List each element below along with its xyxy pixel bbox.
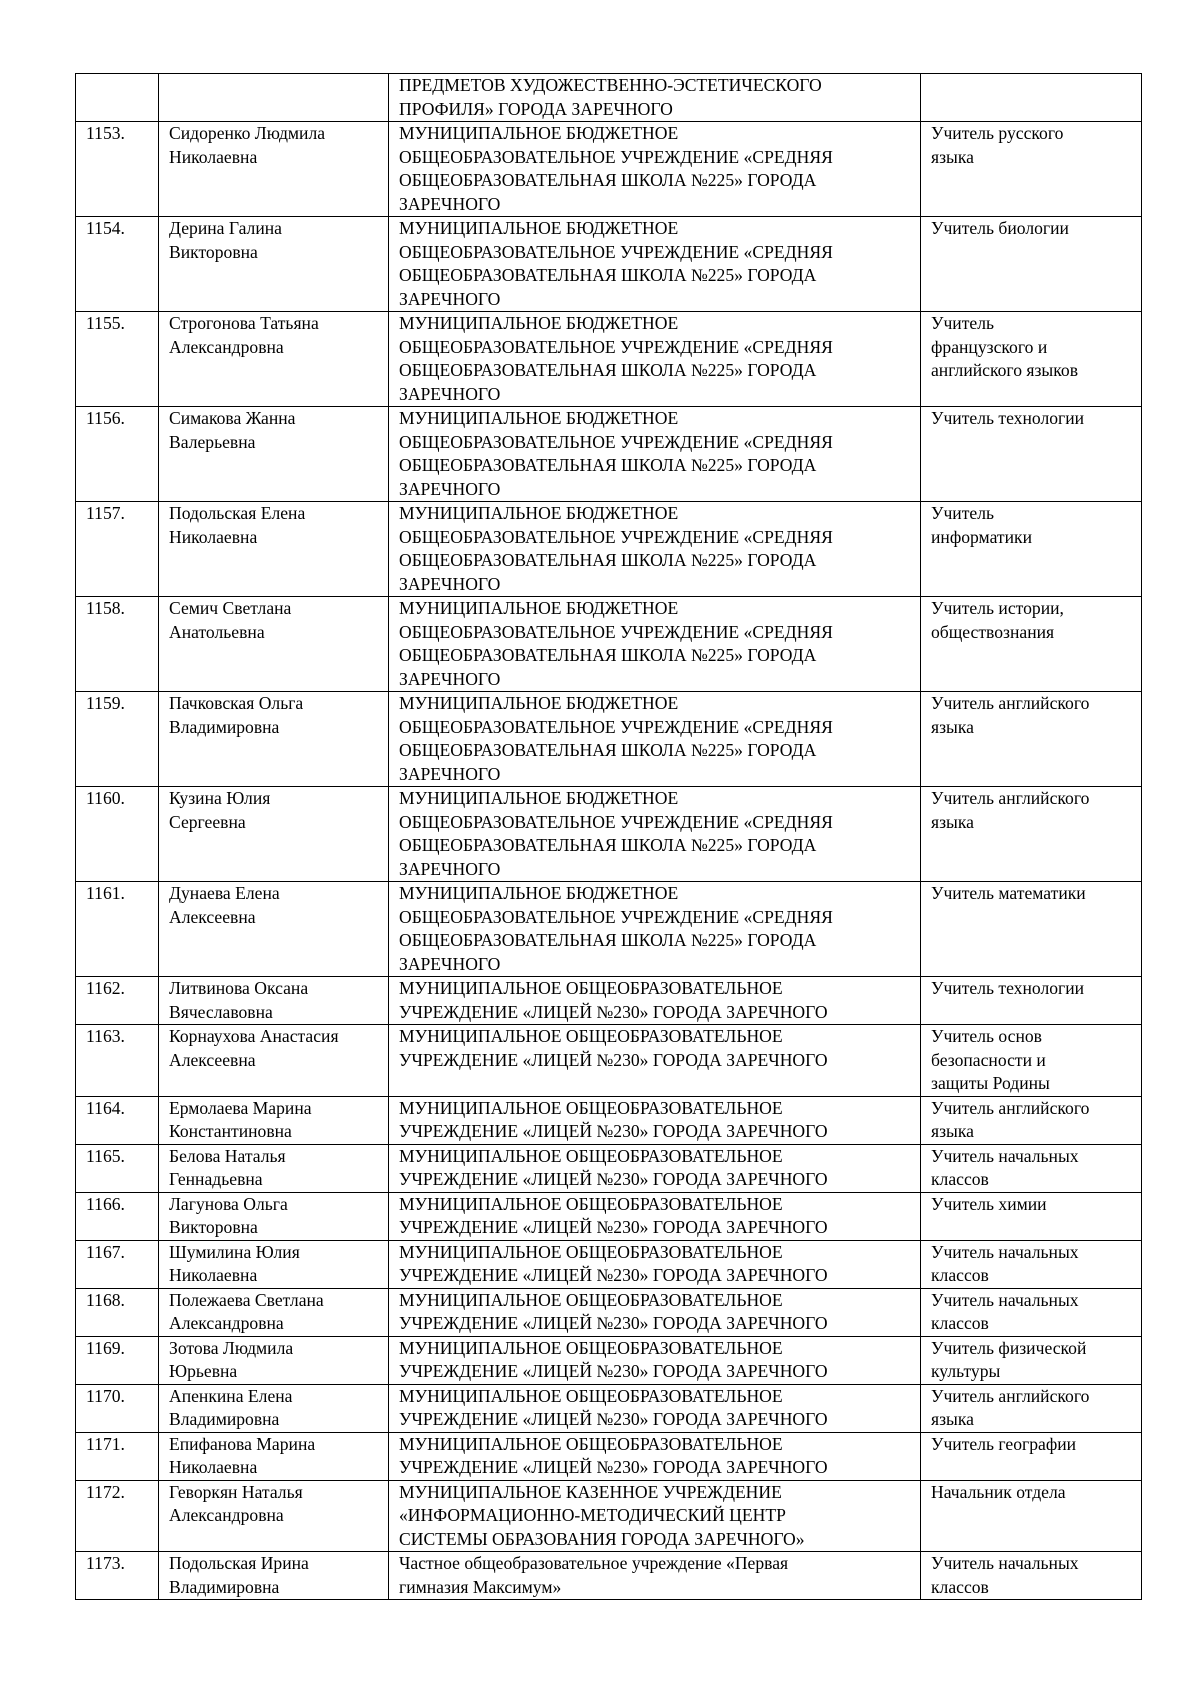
document-page bbox=[75, 73, 1141, 1600]
position-line: Учитель bbox=[931, 503, 995, 523]
position-cell bbox=[921, 882, 1142, 977]
name-line: Александровна bbox=[169, 1313, 284, 1333]
position-line: Учитель начальных bbox=[931, 1289, 1079, 1310]
table-row bbox=[76, 1480, 1142, 1552]
name-cell bbox=[159, 1025, 389, 1097]
organization-line: УЧРЕЖДЕНИЕ «ЛИЦЕЙ №230» ГОРОДА ЗАРЕЧНОГО bbox=[399, 1457, 828, 1477]
name-cell bbox=[159, 1480, 389, 1552]
organization-line: ЗАРЕЧНОГО bbox=[399, 953, 501, 974]
position-line: Учитель истории, bbox=[931, 598, 1064, 618]
table-row bbox=[76, 312, 1142, 407]
name-line: Валерьевна bbox=[169, 431, 256, 452]
position-line: английского языков bbox=[931, 360, 1079, 380]
table-row bbox=[76, 882, 1142, 977]
number-cell: 1167. bbox=[76, 1240, 159, 1288]
table-row bbox=[76, 1432, 1142, 1480]
name-line: Дунаева Елена bbox=[169, 883, 280, 903]
name-line: Константиновна bbox=[169, 1121, 292, 1141]
organization-line: ОБЩЕОБРАЗОВАТЕЛЬНОЕ УЧРЕЖДЕНИЕ «СРЕДНЯЯ bbox=[399, 146, 833, 167]
organization-line: ОБЩЕОБРАЗОВАТЕЛЬНОЕ УЧРЕЖДЕНИЕ «СРЕДНЯЯ bbox=[399, 621, 833, 642]
organization-cell bbox=[389, 1144, 921, 1192]
position-cell bbox=[921, 977, 1142, 1025]
position-line: культуры bbox=[931, 1361, 1001, 1381]
name-line: Пачковская Ольга bbox=[169, 693, 304, 713]
name-line: Строгонова Татьяна bbox=[169, 313, 319, 333]
organization-line: УЧРЕЖДЕНИЕ «ЛИЦЕЙ №230» ГОРОДА ЗАРЕЧНОГО bbox=[399, 1169, 828, 1189]
position-line: классов bbox=[931, 1313, 989, 1333]
number-cell: 1153. bbox=[76, 122, 159, 217]
organization-line: Частное общеобразовательное учреждение «Первая bbox=[399, 1553, 789, 1573]
organization-line: ЗАРЕЧНОГО bbox=[399, 858, 501, 879]
organization-line: гимназия Максимум» bbox=[399, 1576, 562, 1597]
table-row bbox=[76, 692, 1142, 787]
table-row bbox=[76, 1025, 1142, 1097]
name-cell bbox=[159, 122, 389, 217]
number-cell: 1156. bbox=[76, 407, 159, 502]
organization-line: ПРОФИЛЯ» ГОРОДА ЗАРЕЧНОГО bbox=[399, 98, 673, 119]
name-cell bbox=[159, 1096, 389, 1144]
number-cell: 1154. bbox=[76, 217, 159, 312]
organization-cell bbox=[389, 217, 921, 312]
organization-line: СИСТЕМЫ ОБРАЗОВАНИЯ ГОРОДА ЗАРЕЧНОГО» bbox=[399, 1528, 805, 1549]
organization-line: ОБЩЕОБРАЗОВАТЕЛЬНАЯ ШКОЛА №225» ГОРОДА bbox=[399, 360, 817, 380]
organization-line: УЧРЕЖДЕНИЕ «ЛИЦЕЙ №230» ГОРОДА ЗАРЕЧНОГО bbox=[399, 1217, 828, 1237]
position-line: языка bbox=[931, 811, 974, 832]
position-line: Учитель начальных bbox=[931, 1241, 1079, 1262]
position-line: Учитель географии bbox=[931, 1433, 1077, 1454]
staff-table-body bbox=[76, 74, 1142, 1600]
number-cell: 1170. bbox=[76, 1384, 159, 1432]
position-line: языка bbox=[931, 716, 974, 737]
position-line: языка bbox=[931, 1409, 974, 1429]
organization-line: МУНИЦИПАЛЬНОЕ ОБЩЕОБРАЗОВАТЕЛЬНОЕ bbox=[399, 1145, 783, 1166]
table-row bbox=[76, 977, 1142, 1025]
number-cell: 1158. bbox=[76, 597, 159, 692]
position-line: языка bbox=[931, 1121, 974, 1141]
organization-line: ОБЩЕОБРАЗОВАТЕЛЬНОЕ УЧРЕЖДЕНИЕ «СРЕДНЯЯ bbox=[399, 526, 833, 547]
position-line: Учитель начальных bbox=[931, 1553, 1079, 1573]
number-cell: 1155. bbox=[76, 312, 159, 407]
name-line: Викторовна bbox=[169, 241, 258, 262]
organization-line: ОБЩЕОБРАЗОВАТЕЛЬНАЯ ШКОЛА №225» ГОРОДА bbox=[399, 930, 817, 950]
organization-line: «ИНФОРМАЦИОННО-МЕТОДИЧЕСКИЙ ЦЕНТР bbox=[399, 1505, 786, 1525]
organization-line: ЗАРЕЧНОГО bbox=[399, 383, 501, 404]
name-line: Корнаухова Анастасия bbox=[169, 1026, 339, 1046]
name-cell bbox=[159, 882, 389, 977]
position-line: защиты Родины bbox=[931, 1073, 1050, 1093]
number-cell: 1159. bbox=[76, 692, 159, 787]
organization-line: МУНИЦИПАЛЬНОЕ ОБЩЕОБРАЗОВАТЕЛЬНОЕ bbox=[399, 978, 783, 998]
position-cell bbox=[921, 1288, 1142, 1336]
position-cell bbox=[921, 597, 1142, 692]
number-cell: 1166. bbox=[76, 1192, 159, 1240]
position-line: Учитель математики bbox=[931, 883, 1086, 903]
name-cell bbox=[159, 1240, 389, 1288]
position-line: Начальник отдела bbox=[931, 1481, 1066, 1502]
name-cell bbox=[159, 787, 389, 882]
organization-cell bbox=[389, 1288, 921, 1336]
number-cell: 1168. bbox=[76, 1288, 159, 1336]
organization-cell bbox=[389, 1480, 921, 1552]
position-line: информатики bbox=[931, 526, 1032, 547]
name-line: Полежаева Светлана bbox=[169, 1289, 324, 1310]
position-cell bbox=[921, 1192, 1142, 1240]
name-line: Александровна bbox=[169, 1505, 284, 1525]
table-row bbox=[76, 1336, 1142, 1384]
position-cell bbox=[921, 217, 1142, 312]
position-line: Учитель русского bbox=[931, 123, 1064, 143]
organization-line: ОБЩЕОБРАЗОВАТЕЛЬНАЯ ШКОЛА №225» ГОРОДА bbox=[399, 455, 817, 475]
name-line: Геннадьевна bbox=[169, 1169, 263, 1189]
organization-cell bbox=[389, 597, 921, 692]
number-cell: 1161. bbox=[76, 882, 159, 977]
name-line: Александровна bbox=[169, 336, 284, 357]
name-line: Николаевна bbox=[169, 146, 258, 167]
organization-cell bbox=[389, 1096, 921, 1144]
organization-line: ОБЩЕОБРАЗОВАТЕЛЬНАЯ ШКОЛА №225» ГОРОДА bbox=[399, 550, 817, 570]
organization-line: УЧРЕЖДЕНИЕ «ЛИЦЕЙ №230» ГОРОДА ЗАРЕЧНОГО bbox=[399, 1265, 828, 1285]
position-line: классов bbox=[931, 1169, 989, 1189]
organization-line: МУНИЦИПАЛЬНОЕ БЮДЖЕТНОЕ bbox=[399, 313, 679, 333]
position-line: Учитель английского bbox=[931, 1385, 1090, 1406]
name-line: Семич Светлана bbox=[169, 598, 292, 618]
table-row bbox=[76, 1144, 1142, 1192]
position-line: Учитель физической bbox=[931, 1337, 1087, 1358]
position-cell bbox=[921, 407, 1142, 502]
number-cell bbox=[76, 74, 159, 122]
position-line: Учитель английского bbox=[931, 693, 1090, 713]
name-cell bbox=[159, 597, 389, 692]
number-cell: 1162. bbox=[76, 977, 159, 1025]
name-line: Кузина Юлия bbox=[169, 788, 271, 808]
organization-line: ОБЩЕОБРАЗОВАТЕЛЬНОЕ УЧРЕЖДЕНИЕ «СРЕДНЯЯ bbox=[399, 811, 833, 832]
organization-line: УЧРЕЖДЕНИЕ «ЛИЦЕЙ №230» ГОРОДА ЗАРЕЧНОГО bbox=[399, 1001, 828, 1022]
organization-cell bbox=[389, 1384, 921, 1432]
position-cell bbox=[921, 1096, 1142, 1144]
organization-line: ОБЩЕОБРАЗОВАТЕЛЬНОЕ УЧРЕЖДЕНИЕ «СРЕДНЯЯ bbox=[399, 431, 833, 452]
organization-line: ЗАРЕЧНОГО bbox=[399, 193, 501, 214]
position-cell bbox=[921, 312, 1142, 407]
position-line: Учитель bbox=[931, 313, 995, 333]
organization-cell bbox=[389, 882, 921, 977]
table-row bbox=[76, 597, 1142, 692]
name-line: Симакова Жанна bbox=[169, 408, 296, 428]
organization-line: ОБЩЕОБРАЗОВАТЕЛЬНАЯ ШКОЛА №225» ГОРОДА bbox=[399, 265, 817, 285]
staff-table bbox=[75, 73, 1142, 1600]
name-cell bbox=[159, 312, 389, 407]
organization-line: МУНИЦИПАЛЬНОЕ ОБЩЕОБРАЗОВАТЕЛЬНОЕ bbox=[399, 1433, 783, 1454]
position-line: Учитель английского bbox=[931, 788, 1090, 808]
name-line: Анатольевна bbox=[169, 621, 265, 642]
number-cell: 1173. bbox=[76, 1552, 159, 1600]
name-line: Литвинова Оксана bbox=[169, 978, 309, 998]
table-row bbox=[76, 1288, 1142, 1336]
table-row bbox=[76, 787, 1142, 882]
organization-line: УЧРЕЖДЕНИЕ «ЛИЦЕЙ №230» ГОРОДА ЗАРЕЧНОГО bbox=[399, 1361, 828, 1381]
position-line: французского и bbox=[931, 336, 1048, 357]
number-cell: 1157. bbox=[76, 502, 159, 597]
position-line: Учитель химии bbox=[931, 1193, 1047, 1214]
table-row bbox=[76, 217, 1142, 312]
position-cell bbox=[921, 1384, 1142, 1432]
table-row bbox=[76, 122, 1142, 217]
name-line: Владимировна bbox=[169, 716, 280, 737]
organization-cell bbox=[389, 1025, 921, 1097]
name-cell bbox=[159, 1336, 389, 1384]
name-line: Николаевна bbox=[169, 526, 258, 547]
organization-line: ЗАРЕЧНОГО bbox=[399, 668, 501, 689]
name-line: Викторовна bbox=[169, 1217, 258, 1237]
position-cell bbox=[921, 122, 1142, 217]
organization-cell bbox=[389, 977, 921, 1025]
organization-line: ОБЩЕОБРАЗОВАТЕЛЬНАЯ ШКОЛА №225» ГОРОДА bbox=[399, 740, 817, 760]
name-line: Сергеевна bbox=[169, 811, 246, 832]
organization-line: ОБЩЕОБРАЗОВАТЕЛЬНАЯ ШКОЛА №225» ГОРОДА bbox=[399, 835, 817, 855]
organization-line: ОБЩЕОБРАЗОВАТЕЛЬНОЕ УЧРЕЖДЕНИЕ «СРЕДНЯЯ bbox=[399, 241, 833, 262]
organization-line: МУНИЦИПАЛЬНОЕ ОБЩЕОБРАЗОВАТЕЛЬНОЕ bbox=[399, 1289, 783, 1310]
name-cell bbox=[159, 1432, 389, 1480]
position-cell bbox=[921, 1336, 1142, 1384]
position-cell bbox=[921, 1480, 1142, 1552]
organization-line: МУНИЦИПАЛЬНОЕ ОБЩЕОБРАЗОВАТЕЛЬНОЕ bbox=[399, 1337, 783, 1358]
table-row bbox=[76, 1192, 1142, 1240]
name-line: Ермолаева Марина bbox=[169, 1097, 312, 1118]
organization-line: УЧРЕЖДЕНИЕ «ЛИЦЕЙ №230» ГОРОДА ЗАРЕЧНОГО bbox=[399, 1049, 828, 1070]
position-line: Учитель технологии bbox=[931, 978, 1085, 998]
name-line: Алексеевна bbox=[169, 1049, 256, 1070]
organization-line: МУНИЦИПАЛЬНОЕ БЮДЖЕТНОЕ bbox=[399, 883, 679, 903]
position-line: обществознания bbox=[931, 621, 1055, 642]
name-line: Вячеславовна bbox=[169, 1001, 273, 1022]
name-line: Подольская Елена bbox=[169, 503, 306, 523]
organization-cell bbox=[389, 502, 921, 597]
name-cell bbox=[159, 1552, 389, 1600]
position-cell bbox=[921, 1144, 1142, 1192]
name-line: Подольская Ирина bbox=[169, 1553, 309, 1573]
organization-cell bbox=[389, 1336, 921, 1384]
organization-cell bbox=[389, 787, 921, 882]
organization-cell bbox=[389, 1240, 921, 1288]
organization-cell bbox=[389, 122, 921, 217]
position-cell bbox=[921, 1432, 1142, 1480]
number-cell: 1171. bbox=[76, 1432, 159, 1480]
organization-line: ОБЩЕОБРАЗОВАТЕЛЬНАЯ ШКОЛА №225» ГОРОДА bbox=[399, 645, 817, 665]
position-cell bbox=[921, 1552, 1142, 1600]
position-line: Учитель основ bbox=[931, 1026, 1042, 1046]
organization-line: ОБЩЕОБРАЗОВАТЕЛЬНОЕ УЧРЕЖДЕНИЕ «СРЕДНЯЯ bbox=[399, 716, 833, 737]
table-row bbox=[76, 407, 1142, 502]
organization-line: МУНИЦИПАЛЬНОЕ ОБЩЕОБРАЗОВАТЕЛЬНОЕ bbox=[399, 1097, 783, 1118]
name-line: Юрьевна bbox=[169, 1361, 238, 1381]
number-cell: 1165. bbox=[76, 1144, 159, 1192]
position-line: Учитель технологии bbox=[931, 408, 1085, 428]
name-line: Зотова Людмила bbox=[169, 1337, 294, 1358]
name-line: Владимировна bbox=[169, 1409, 280, 1429]
organization-cell bbox=[389, 692, 921, 787]
name-cell bbox=[159, 977, 389, 1025]
organization-line: МУНИЦИПАЛЬНОЕ БЮДЖЕТНОЕ bbox=[399, 693, 679, 713]
name-cell bbox=[159, 1288, 389, 1336]
organization-cell bbox=[389, 1192, 921, 1240]
table-row bbox=[76, 1552, 1142, 1600]
number-cell: 1172. bbox=[76, 1480, 159, 1552]
number-cell: 1164. bbox=[76, 1096, 159, 1144]
position-line: языка bbox=[931, 146, 974, 167]
organization-line: ОБЩЕОБРАЗОВАТЕЛЬНОЕ УЧРЕЖДЕНИЕ «СРЕДНЯЯ bbox=[399, 906, 833, 927]
name-line: Лагунова Ольга bbox=[169, 1193, 288, 1214]
organization-line: МУНИЦИПАЛЬНОЕ БЮДЖЕТНОЕ bbox=[399, 218, 679, 238]
position-cell bbox=[921, 74, 1142, 122]
organization-line: МУНИЦИПАЛЬНОЕ БЮДЖЕТНОЕ bbox=[399, 408, 679, 428]
organization-line: МУНИЦИПАЛЬНОЕ БЮДЖЕТНОЕ bbox=[399, 598, 679, 618]
name-line: Дерина Галина bbox=[169, 218, 282, 238]
name-cell bbox=[159, 692, 389, 787]
name-line: Владимировна bbox=[169, 1576, 280, 1597]
position-line: безопасности и bbox=[931, 1049, 1046, 1070]
table-row bbox=[76, 1384, 1142, 1432]
name-cell bbox=[159, 1144, 389, 1192]
organization-line: МУНИЦИПАЛЬНОЕ БЮДЖЕТНОЕ bbox=[399, 788, 679, 808]
number-cell: 1163. bbox=[76, 1025, 159, 1097]
table-row bbox=[76, 1240, 1142, 1288]
position-line: классов bbox=[931, 1265, 989, 1285]
name-line: Шумилина Юлия bbox=[169, 1241, 300, 1262]
position-cell bbox=[921, 502, 1142, 597]
organization-cell bbox=[389, 407, 921, 502]
name-line: Алексеевна bbox=[169, 906, 256, 927]
organization-line: МУНИЦИПАЛЬНОЕ КАЗЕННОЕ УЧРЕЖДЕНИЕ bbox=[399, 1481, 782, 1502]
position-line: Учитель английского bbox=[931, 1097, 1090, 1118]
organization-cell bbox=[389, 312, 921, 407]
name-cell bbox=[159, 502, 389, 597]
position-line: Учитель начальных bbox=[931, 1145, 1079, 1166]
organization-cell bbox=[389, 1432, 921, 1480]
number-cell: 1160. bbox=[76, 787, 159, 882]
organization-line: ПРЕДМЕТОВ ХУДОЖЕСТВЕННО-ЭСТЕТИЧЕСКОГО bbox=[399, 75, 822, 95]
table-row bbox=[76, 1096, 1142, 1144]
continuation-row bbox=[76, 74, 1142, 122]
organization-cell bbox=[389, 1552, 921, 1600]
position-cell bbox=[921, 692, 1142, 787]
organization-line: ЗАРЕЧНОГО bbox=[399, 478, 501, 499]
name-line: Сидоренко Людмила bbox=[169, 123, 326, 143]
position-cell bbox=[921, 1025, 1142, 1097]
organization-line: УЧРЕЖДЕНИЕ «ЛИЦЕЙ №230» ГОРОДА ЗАРЕЧНОГО bbox=[399, 1121, 828, 1141]
organization-line: МУНИЦИПАЛЬНОЕ ОБЩЕОБРАЗОВАТЕЛЬНОЕ bbox=[399, 1026, 783, 1046]
organization-line: МУНИЦИПАЛЬНОЕ БЮДЖЕТНОЕ bbox=[399, 123, 679, 143]
organization-cell bbox=[389, 74, 921, 122]
name-cell bbox=[159, 1384, 389, 1432]
position-cell bbox=[921, 787, 1142, 882]
position-line: Учитель биологии bbox=[931, 218, 1069, 238]
organization-line: ЗАРЕЧНОГО bbox=[399, 763, 501, 784]
name-line: Николаевна bbox=[169, 1265, 258, 1285]
name-cell bbox=[159, 1192, 389, 1240]
organization-line: ЗАРЕЧНОГО bbox=[399, 288, 501, 309]
organization-line: УЧРЕЖДЕНИЕ «ЛИЦЕЙ №230» ГОРОДА ЗАРЕЧНОГО bbox=[399, 1409, 828, 1429]
name-cell bbox=[159, 74, 389, 122]
number-cell: 1169. bbox=[76, 1336, 159, 1384]
position-cell bbox=[921, 1240, 1142, 1288]
table-row bbox=[76, 502, 1142, 597]
organization-line: МУНИЦИПАЛЬНОЕ БЮДЖЕТНОЕ bbox=[399, 503, 679, 523]
organization-line: МУНИЦИПАЛЬНОЕ ОБЩЕОБРАЗОВАТЕЛЬНОЕ bbox=[399, 1241, 783, 1262]
organization-line: УЧРЕЖДЕНИЕ «ЛИЦЕЙ №230» ГОРОДА ЗАРЕЧНОГО bbox=[399, 1313, 828, 1333]
organization-line: МУНИЦИПАЛЬНОЕ ОБЩЕОБРАЗОВАТЕЛЬНОЕ bbox=[399, 1193, 783, 1214]
name-line: Геворкян Наталья bbox=[169, 1481, 303, 1502]
position-line: классов bbox=[931, 1576, 989, 1597]
organization-line: ЗАРЕЧНОГО bbox=[399, 573, 501, 594]
name-cell bbox=[159, 407, 389, 502]
name-line: Белова Наталья bbox=[169, 1145, 286, 1166]
organization-line: МУНИЦИПАЛЬНОЕ ОБЩЕОБРАЗОВАТЕЛЬНОЕ bbox=[399, 1385, 783, 1406]
name-cell bbox=[159, 217, 389, 312]
organization-line: ОБЩЕОБРАЗОВАТЕЛЬНОЕ УЧРЕЖДЕНИЕ «СРЕДНЯЯ bbox=[399, 336, 833, 357]
organization-line: ОБЩЕОБРАЗОВАТЕЛЬНАЯ ШКОЛА №225» ГОРОДА bbox=[399, 170, 817, 190]
name-line: Апенкина Елена bbox=[169, 1385, 293, 1406]
name-line: Епифанова Марина bbox=[169, 1433, 316, 1454]
name-line: Николаевна bbox=[169, 1457, 258, 1477]
